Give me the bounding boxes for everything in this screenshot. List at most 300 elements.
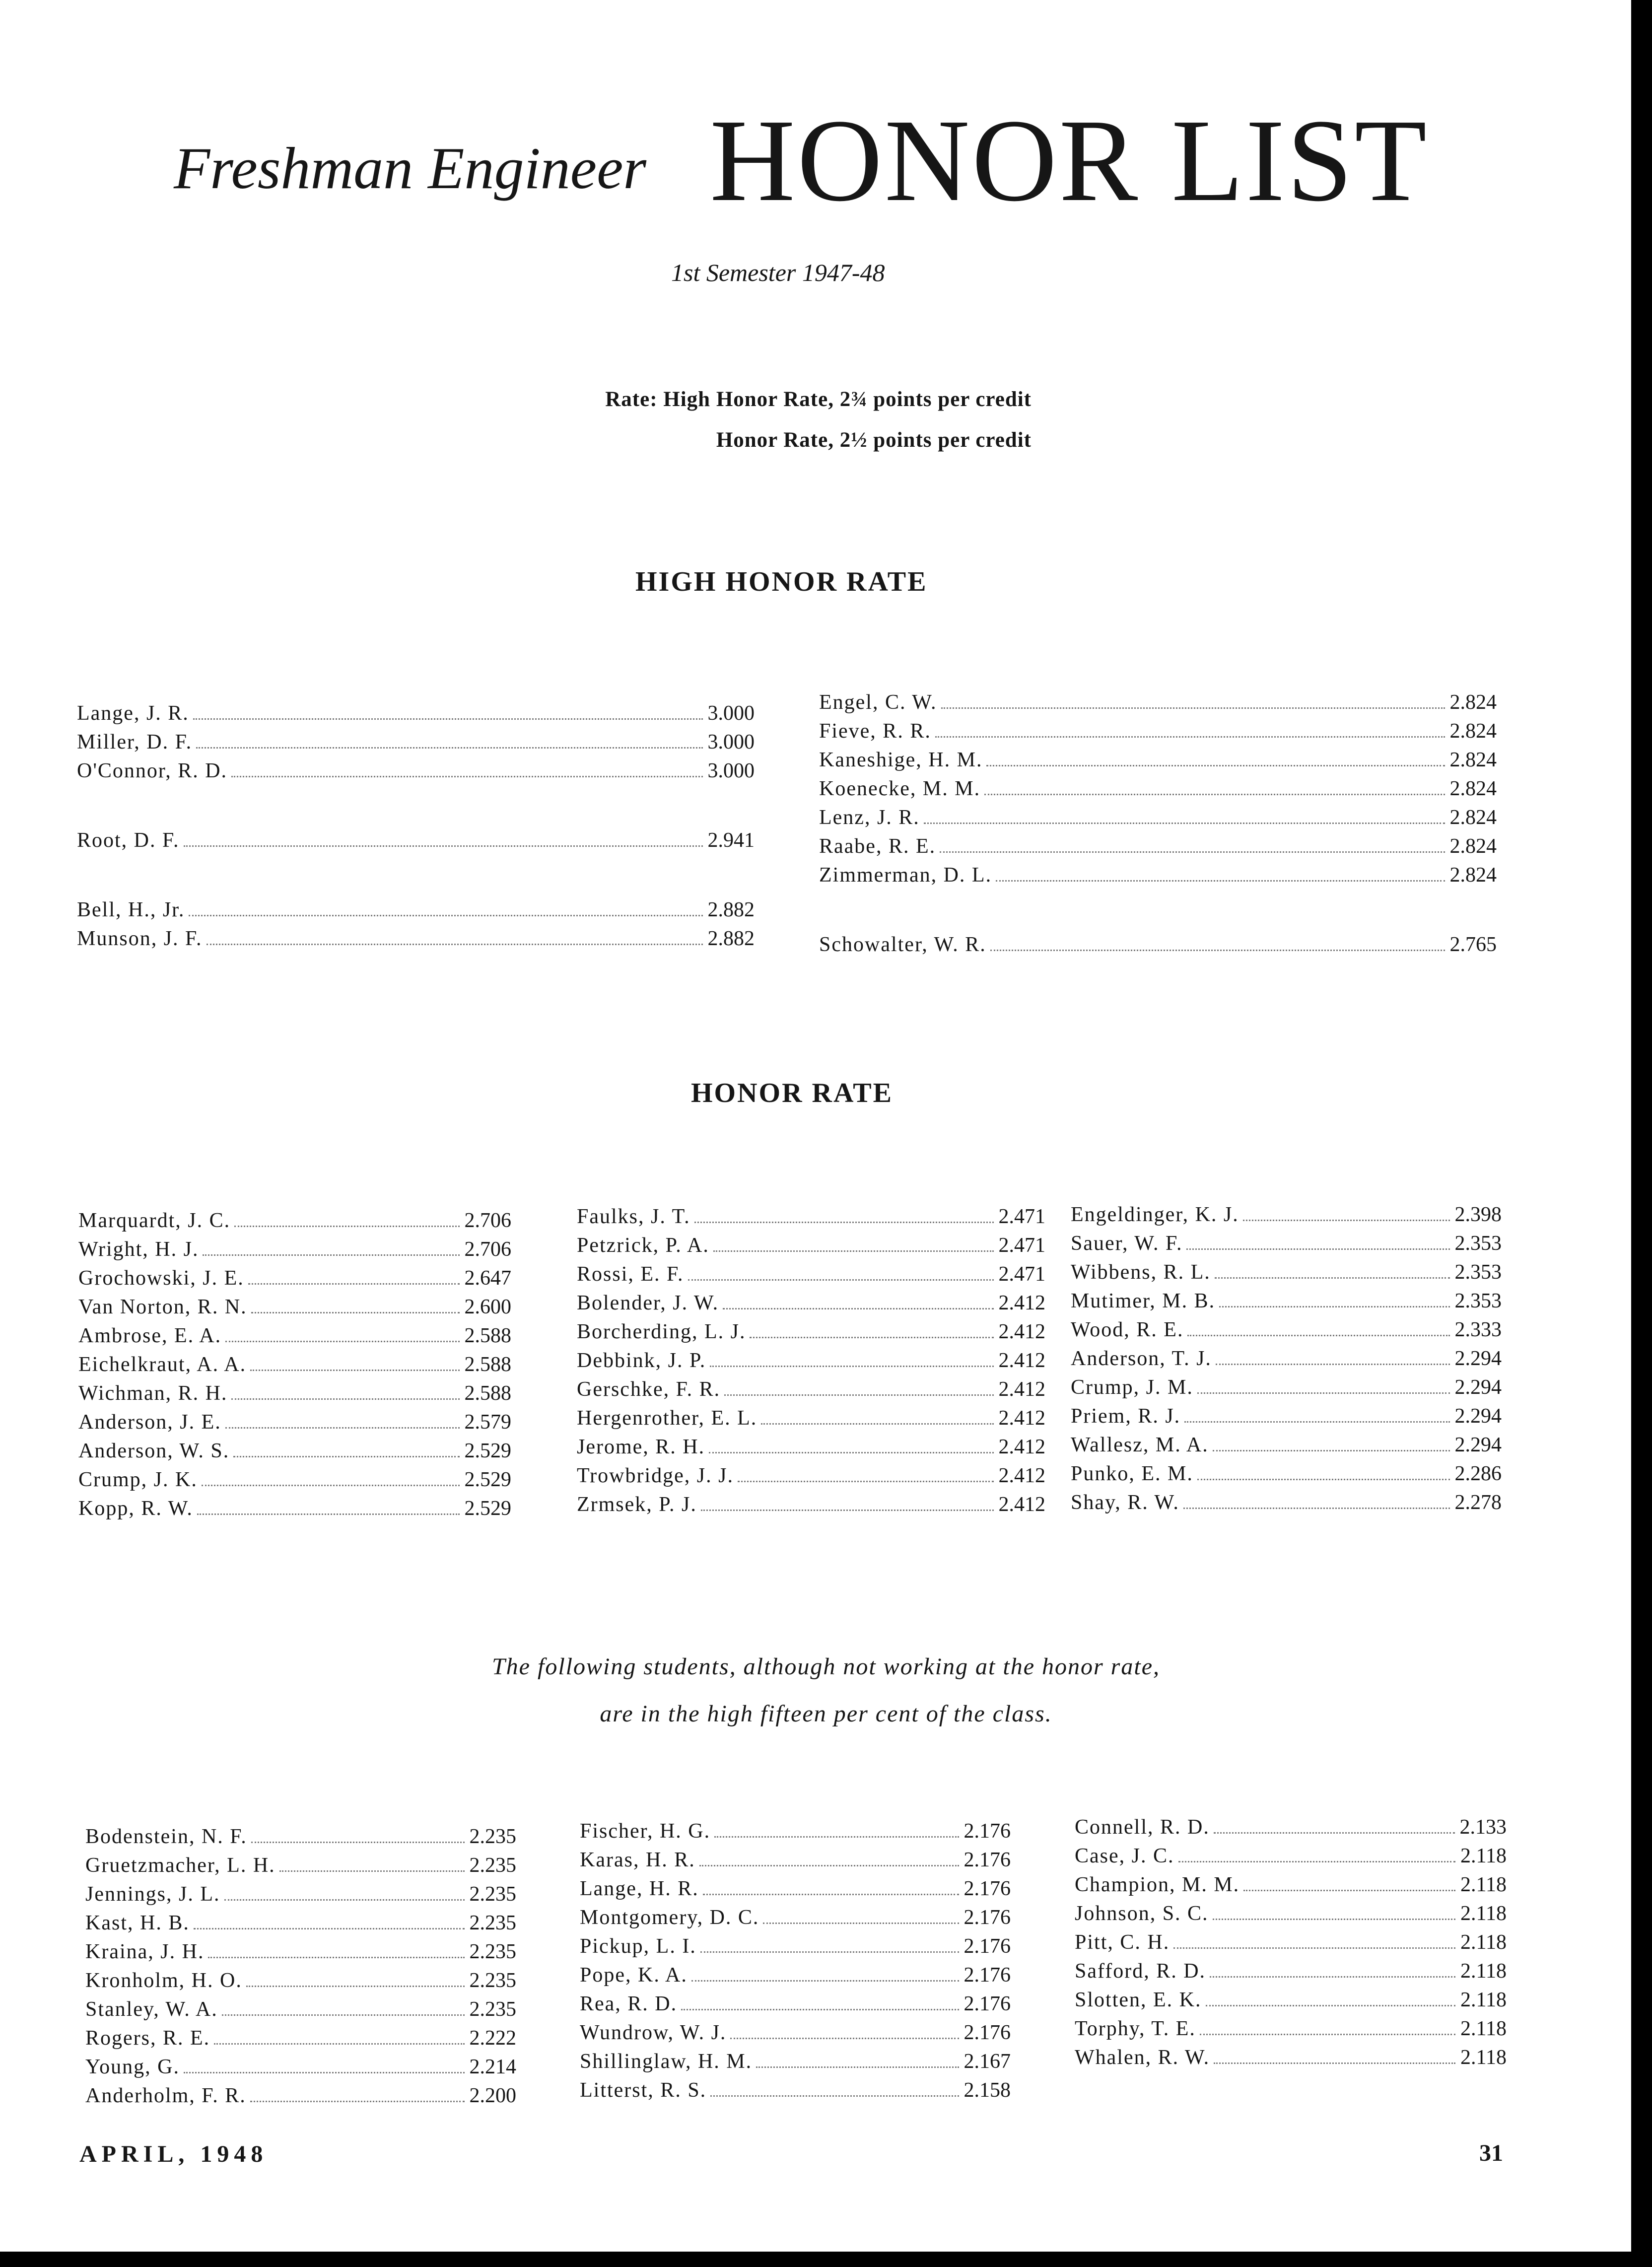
list-item [78, 1235, 511, 1264]
dot-leader [1213, 1919, 1455, 1920]
list-item [580, 2018, 1011, 2047]
dot-leader [214, 2043, 464, 2045]
student-name: Wallesz, M. A. [1071, 1434, 1209, 1456]
student-name: Pope, K. A. [580, 1964, 688, 1987]
grade-point-score: 2.412 [998, 1292, 1045, 1314]
dot-leader [224, 1899, 465, 1901]
list-item [78, 1437, 511, 1465]
grade-point-score: 2.158 [964, 2079, 1011, 2102]
high-honor-rate-heading: HIGH HONOR RATE [635, 566, 928, 597]
dot-leader [935, 736, 1445, 738]
student-name: Punko, E. M. [1071, 1462, 1193, 1485]
grade-point-score: 2.398 [1454, 1203, 1502, 1226]
list-item [78, 1494, 511, 1523]
dot-leader [924, 823, 1445, 824]
student-name: Debbink, J. P. [577, 1349, 706, 1372]
list-item [577, 1260, 1045, 1289]
student-name: Wibbens, R. L. [1071, 1261, 1211, 1284]
student-name: Montgomery, D. C. [580, 1906, 759, 1929]
honor-rate-definition: Honor Rate, 2½ points per credit [716, 428, 1032, 452]
student-name: O'Connor, R. D. [77, 759, 228, 782]
grade-point-score: 2.176 [964, 1906, 1011, 1929]
list-item [577, 1346, 1045, 1375]
high-fifteen-note-line-1: The following students, although not working at the honor rate, [491, 1653, 1160, 1680]
student-name: Zrmsek, P. J. [577, 1493, 697, 1516]
grade-point-score: 2.176 [964, 1877, 1011, 1900]
student-name: Lenz, J. R. [819, 806, 920, 829]
student-name: Shillinglaw, H. M. [580, 2050, 753, 2073]
student-name: Zimmerman, D. L. [819, 864, 992, 887]
list-spacer [77, 855, 755, 895]
dot-leader [1186, 1248, 1449, 1250]
grade-point-score: 2.133 [1459, 1816, 1507, 1839]
student-name: Sauer, W. F. [1071, 1232, 1183, 1255]
honor-rate-list-column-1 [78, 1206, 511, 1523]
grade-point-score: 2.471 [998, 1263, 1045, 1286]
list-item [819, 746, 1497, 774]
student-name: Lange, H. R. [580, 1877, 699, 1900]
grade-point-score: 2.353 [1454, 1290, 1502, 1312]
grade-point-score: 2.471 [998, 1205, 1045, 1228]
student-name: Lange, J. R. [77, 702, 189, 725]
dot-leader [996, 880, 1445, 882]
dot-leader [710, 1366, 993, 1367]
grade-point-score: 2.824 [1449, 691, 1497, 714]
dot-leader [763, 1923, 959, 1924]
dot-leader [730, 2038, 959, 2039]
dot-leader [231, 1398, 459, 1400]
dot-leader [1214, 2062, 1455, 2064]
list-item [577, 1404, 1045, 1433]
dot-leader [231, 776, 702, 777]
student-name: Jerome, R. H. [577, 1436, 705, 1458]
dot-leader [694, 1222, 994, 1223]
grade-point-score: 2.235 [469, 1883, 516, 1906]
student-name: Stanley, W. A. [85, 1998, 218, 2021]
grade-point-score: 2.412 [998, 1407, 1045, 1430]
student-name: Shay, R. W. [1071, 1491, 1179, 1514]
grade-point-score: 2.588 [464, 1324, 511, 1347]
list-item [85, 1966, 516, 1995]
student-name: Rea, R. D. [580, 1992, 678, 2015]
footer-date: APRIL, 1948 [79, 2141, 268, 2167]
student-name: Bodenstein, N. F. [85, 1825, 247, 1848]
list-item [78, 1264, 511, 1293]
grade-point-score: 2.882 [707, 927, 755, 950]
dot-leader [189, 915, 702, 916]
list-item [577, 1317, 1045, 1346]
grade-point-score: 2.824 [1449, 806, 1497, 829]
list-item [819, 774, 1497, 803]
list-item [819, 688, 1497, 717]
dot-leader [1200, 2034, 1455, 2035]
list-item [77, 895, 755, 924]
list-item [1075, 2014, 1507, 2043]
list-item [85, 1851, 516, 1880]
list-item [78, 1321, 511, 1350]
student-name: Root, D. F. [77, 829, 180, 852]
list-item [577, 1490, 1045, 1519]
dot-leader [703, 1894, 959, 1895]
dot-leader [681, 2009, 959, 2010]
list-spacer [819, 890, 1497, 930]
dot-leader [688, 1279, 994, 1281]
grade-point-score: 2.353 [1454, 1232, 1502, 1255]
grade-point-score: 2.176 [964, 1849, 1011, 1871]
dot-leader [700, 1951, 959, 1953]
list-item [85, 1937, 516, 1966]
grade-point-score: 2.529 [464, 1497, 511, 1520]
dot-leader [699, 1865, 959, 1866]
student-name: Wright, H. J. [78, 1238, 199, 1261]
list-item [580, 1990, 1011, 2018]
dot-leader [941, 707, 1445, 709]
page-title: HONOR LIST [710, 95, 1429, 226]
list-item [78, 1293, 511, 1321]
dot-leader [738, 1481, 994, 1482]
student-name: Champion, M. M. [1075, 1873, 1240, 1896]
grade-point-score: 2.529 [464, 1440, 511, 1462]
student-name: Kaneshige, H. M. [819, 749, 983, 771]
high-honor-list-right [819, 688, 1497, 959]
student-name: Fischer, H. G. [580, 1820, 711, 1843]
list-item [85, 1909, 516, 1937]
high-fifteen-list-column-2 [580, 1817, 1011, 2105]
student-name: Koenecke, M. M. [819, 777, 981, 800]
list-item [1075, 2043, 1507, 2072]
list-item [1071, 1402, 1502, 1431]
student-name: Gruetzmacher, L. H. [85, 1854, 275, 1877]
list-item [580, 1817, 1011, 1846]
dot-leader [756, 2066, 959, 2068]
list-item [1075, 1870, 1507, 1899]
grade-point-score: 2.588 [464, 1353, 511, 1376]
student-name: Rogers, R. E. [85, 2027, 210, 2050]
student-name: Young, G. [85, 2056, 180, 2078]
student-name: Raabe, R. E. [819, 835, 936, 858]
honor-rate-heading: HONOR RATE [691, 1078, 893, 1108]
student-name: Borcherding, L. J. [577, 1320, 746, 1343]
student-name: Miller, D. F. [77, 731, 193, 754]
grade-point-score: 2.118 [1460, 1873, 1507, 1896]
student-name: Priem, R. J. [1071, 1405, 1181, 1428]
grade-point-score: 2.176 [964, 1820, 1011, 1843]
list-item [77, 699, 755, 728]
page-number: 31 [1479, 2140, 1503, 2166]
grade-point-score: 2.235 [469, 1969, 516, 1992]
dot-leader [250, 1370, 459, 1371]
student-name: Schowalter, W. R. [819, 933, 986, 956]
list-item [78, 1350, 511, 1379]
dot-leader [984, 794, 1445, 795]
student-name: Kast, H. B. [85, 1912, 190, 1934]
student-name: Pitt, C. H. [1075, 1931, 1170, 1954]
grade-point-score: 2.222 [469, 2027, 516, 2050]
grade-point-score: 2.118 [1460, 1845, 1507, 1867]
grade-point-score: 2.579 [464, 1411, 511, 1434]
list-spacer [77, 785, 755, 826]
dot-leader [1214, 1832, 1455, 1834]
grade-point-score: 2.167 [964, 2050, 1011, 2073]
list-item [577, 1231, 1045, 1260]
list-item [85, 2053, 516, 2081]
dot-leader [246, 1986, 465, 1987]
dot-leader [225, 1341, 459, 1342]
list-item [819, 930, 1497, 959]
semester-label: 1st Semester 1947-48 [671, 259, 885, 286]
dot-leader [248, 1283, 460, 1285]
honor-rate-list-column-2 [577, 1202, 1045, 1519]
dot-leader [203, 1254, 459, 1256]
dot-leader [709, 1452, 993, 1453]
student-name: Whalen, R. W. [1075, 2046, 1210, 2069]
dot-leader [714, 1836, 959, 1838]
list-item [77, 756, 755, 785]
list-item [1075, 1899, 1507, 1928]
grade-point-score: 2.118 [1460, 1902, 1507, 1925]
student-name: Hergenrother, E. L. [577, 1407, 757, 1430]
list-item [85, 1995, 516, 2024]
student-name: Bell, H., Jr. [77, 898, 185, 921]
student-name: Anderson, J. E. [78, 1411, 221, 1434]
grade-point-score: 2.176 [964, 2021, 1011, 2044]
list-item [1071, 1488, 1502, 1517]
grade-point-score: 2.647 [464, 1267, 511, 1290]
student-name: Fieve, R. R. [819, 720, 931, 743]
high-honor-rate-definition: Rate: High Honor Rate, 2¾ points per credit [605, 388, 1032, 411]
high-fifteen-list-column-1 [85, 1822, 516, 2110]
student-name: Ambrose, E. A. [78, 1324, 222, 1347]
page-border-bottom [0, 2252, 1652, 2267]
list-item [1071, 1258, 1502, 1287]
list-item [580, 1932, 1011, 1961]
dot-leader [202, 1485, 460, 1486]
student-name: Karas, H. R. [580, 1849, 695, 1871]
list-item [819, 717, 1497, 746]
list-item [580, 1961, 1011, 1990]
grade-point-score: 2.176 [964, 1964, 1011, 1987]
dot-leader [1184, 1421, 1449, 1423]
list-item [1071, 1229, 1502, 1258]
dot-leader [1197, 1479, 1450, 1480]
list-item [577, 1433, 1045, 1461]
dot-leader [233, 1456, 459, 1457]
grade-point-score: 2.412 [998, 1464, 1045, 1487]
student-name: Gerschke, F. R. [577, 1378, 721, 1401]
student-name: Mutimer, M. B. [1071, 1290, 1216, 1312]
student-name: Kraina, J. H. [85, 1940, 205, 1963]
grade-point-score: 2.294 [1454, 1434, 1502, 1456]
grade-point-score: 3.000 [707, 702, 755, 725]
grade-point-score: 2.412 [998, 1349, 1045, 1372]
grade-point-score: 2.941 [707, 829, 755, 852]
list-item [580, 2047, 1011, 2076]
grade-point-score: 2.412 [998, 1436, 1045, 1458]
list-item [78, 1206, 511, 1235]
dot-leader [1183, 1508, 1450, 1509]
grade-point-score: 2.286 [1454, 1462, 1502, 1485]
student-name: Wood, R. E. [1071, 1318, 1184, 1341]
dot-leader [990, 950, 1445, 951]
honor-rate-list-column-3 [1071, 1200, 1502, 1517]
student-name: Wichman, R. H. [78, 1382, 228, 1405]
grade-point-score: 2.118 [1460, 1931, 1507, 1954]
grade-point-score: 2.294 [1454, 1347, 1502, 1370]
student-name: Munson, J. F. [77, 927, 203, 950]
student-name: Faulks, J. T. [577, 1205, 690, 1228]
grade-point-score: 2.235 [469, 1940, 516, 1963]
grade-point-score: 2.118 [1460, 1960, 1507, 1983]
dot-leader [194, 1928, 465, 1929]
dot-leader [710, 2095, 959, 2097]
grade-point-score: 2.412 [998, 1320, 1045, 1343]
dot-leader [234, 1226, 459, 1227]
list-item [819, 832, 1497, 861]
list-item [1075, 1928, 1507, 1957]
student-name: Case, J. C. [1075, 1845, 1174, 1867]
dot-leader [713, 1250, 994, 1252]
list-item [580, 2076, 1011, 2105]
dot-leader [1178, 1861, 1456, 1862]
dot-leader [1173, 1947, 1455, 1949]
list-item [1075, 1842, 1507, 1870]
grade-point-score: 2.706 [464, 1209, 511, 1232]
dot-leader [197, 1513, 460, 1515]
dot-leader [250, 2101, 465, 2102]
dot-leader [723, 1308, 993, 1309]
student-name: Eichelkraut, A. A. [78, 1353, 247, 1376]
list-item [1075, 1813, 1507, 1842]
dot-leader [724, 1394, 993, 1396]
list-item [1071, 1431, 1502, 1459]
student-name: Safford, R. D. [1075, 1960, 1206, 1983]
list-item [1071, 1315, 1502, 1344]
dot-leader [1187, 1335, 1449, 1336]
student-name: Anderson, W. S. [78, 1440, 230, 1462]
grade-point-score: 2.235 [469, 1912, 516, 1934]
high-fifteen-list-column-3 [1075, 1813, 1507, 2072]
list-item [85, 1822, 516, 1851]
student-name: Torphy, T. E. [1075, 2017, 1196, 2040]
list-item [1071, 1344, 1502, 1373]
dot-leader [986, 765, 1445, 766]
list-item [1071, 1459, 1502, 1488]
grade-point-score: 2.353 [1454, 1261, 1502, 1284]
list-item [77, 924, 755, 953]
dot-leader [184, 2072, 465, 2073]
student-name: Litterst, R. S. [580, 2079, 707, 2102]
list-item [1075, 1957, 1507, 1986]
student-name: Jennings, J. L. [85, 1883, 220, 1906]
dot-leader [1215, 1277, 1450, 1279]
dot-leader [225, 1427, 460, 1429]
grade-point-score: 2.235 [469, 1998, 516, 2021]
list-item [78, 1465, 511, 1494]
grade-point-score: 2.278 [1454, 1491, 1502, 1514]
student-name: Connell, R. D. [1075, 1816, 1210, 1839]
dot-leader [1210, 1976, 1455, 1978]
list-item [1071, 1373, 1502, 1402]
dot-leader [184, 845, 703, 847]
dot-leader [1206, 2005, 1456, 2006]
grade-point-score: 2.765 [1449, 933, 1497, 956]
dot-leader [1219, 1306, 1449, 1307]
grade-point-score: 2.824 [1449, 835, 1497, 858]
dot-leader [1197, 1392, 1450, 1394]
student-name: Crump, J. M. [1071, 1376, 1193, 1399]
grade-point-score: 2.333 [1454, 1318, 1502, 1341]
dot-leader [1243, 1890, 1455, 1891]
student-name: Rossi, E. F. [577, 1263, 684, 1286]
grade-point-score: 3.000 [707, 731, 755, 754]
dot-leader [251, 1312, 460, 1313]
grade-point-score: 2.214 [469, 2056, 516, 2078]
list-item [819, 803, 1497, 832]
list-item [577, 1202, 1045, 1231]
list-item [580, 1874, 1011, 1903]
high-honor-list-left [77, 699, 755, 953]
grade-point-score: 2.294 [1454, 1405, 1502, 1428]
grade-point-score: 2.706 [464, 1238, 511, 1261]
grade-point-score: 2.412 [998, 1493, 1045, 1516]
grade-point-score: 2.118 [1460, 1989, 1507, 2011]
student-name: Petzrick, P. A. [577, 1234, 709, 1257]
grade-point-score: 2.824 [1449, 777, 1497, 800]
grade-point-score: 2.235 [469, 1854, 516, 1877]
grade-point-score: 2.882 [707, 898, 755, 921]
list-item [85, 1880, 516, 1909]
grade-point-score: 2.600 [464, 1296, 511, 1318]
grade-point-score: 2.118 [1460, 2046, 1507, 2069]
page-border-right [1631, 0, 1652, 2267]
list-item [577, 1289, 1045, 1317]
list-item [580, 1903, 1011, 1932]
list-item [819, 861, 1497, 890]
student-name: Anderholm, F. R. [85, 2084, 246, 2107]
list-item [77, 728, 755, 756]
grade-point-score: 2.176 [964, 1935, 1011, 1958]
dot-leader [701, 1510, 994, 1511]
grade-point-score: 2.824 [1449, 749, 1497, 771]
student-name: Kronholm, H. O. [85, 1969, 242, 1992]
list-item [577, 1375, 1045, 1404]
dot-leader [1213, 1450, 1450, 1451]
student-name: Crump, J. K. [78, 1468, 198, 1491]
dot-leader [761, 1423, 993, 1425]
dot-leader [279, 1870, 465, 1872]
student-name: Pickup, L. I. [580, 1935, 696, 1958]
student-name: Slotten, E. K. [1075, 1989, 1202, 2011]
list-item [1071, 1287, 1502, 1315]
list-item [577, 1461, 1045, 1490]
grade-point-score: 2.529 [464, 1468, 511, 1491]
list-item [1075, 1986, 1507, 2014]
student-name: Grochowski, J. E. [78, 1267, 244, 1290]
grade-point-score: 2.235 [469, 1825, 516, 1848]
list-item [85, 2024, 516, 2053]
list-item [1071, 1200, 1502, 1229]
grade-point-score: 3.000 [707, 759, 755, 782]
dot-leader [193, 718, 703, 720]
dot-leader [940, 851, 1445, 853]
grade-point-score: 2.200 [469, 2084, 516, 2107]
student-name: Wundrow, W. J. [580, 2021, 727, 2044]
dot-leader [206, 944, 703, 945]
student-name: Bolender, J. W. [577, 1292, 719, 1314]
dot-leader [1216, 1364, 1450, 1365]
dot-leader [750, 1337, 993, 1338]
list-item [77, 826, 755, 855]
